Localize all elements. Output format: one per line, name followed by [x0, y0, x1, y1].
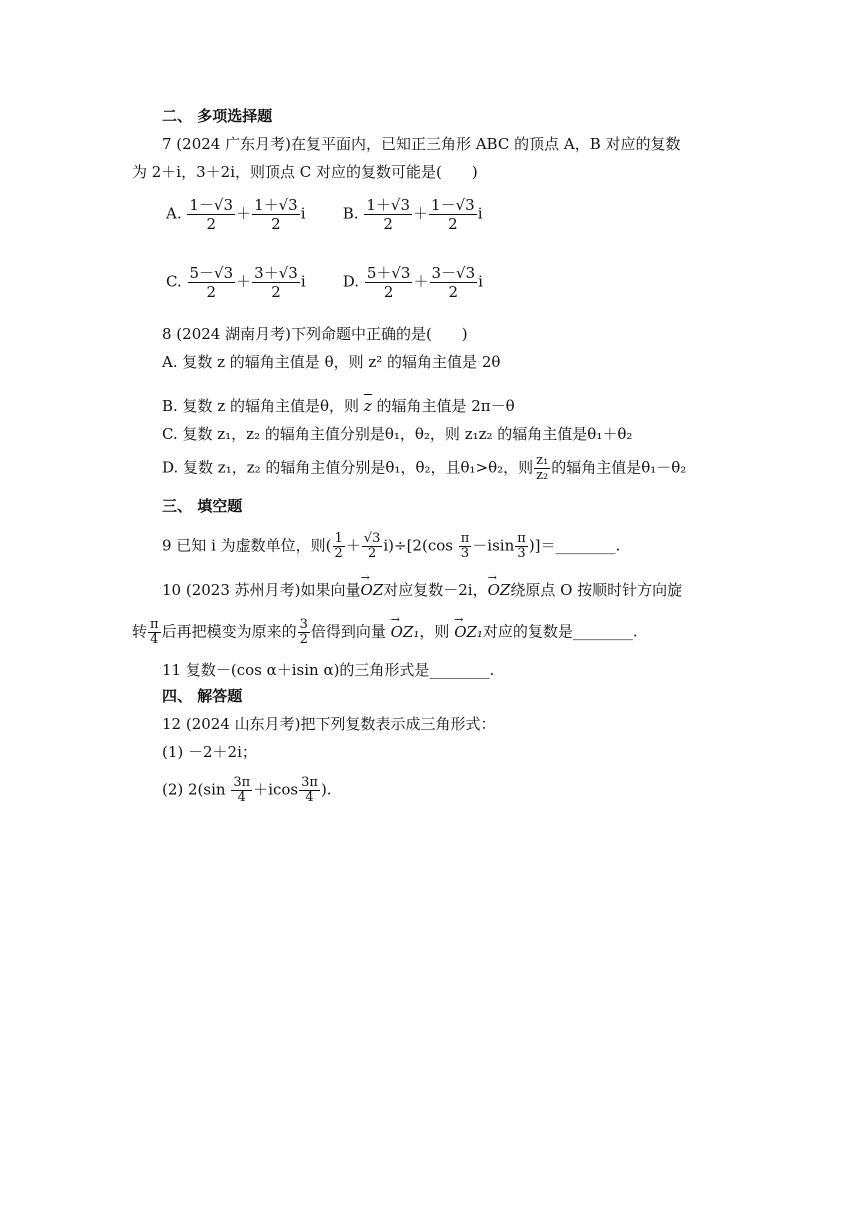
fraction-denominator: 2: [367, 546, 377, 561]
fraction-denominator: 2: [271, 283, 281, 301]
fraction-denominator: 2: [299, 632, 308, 647]
fraction-denominator: 2: [206, 283, 217, 301]
conjugate-z: z: [364, 394, 372, 416]
q7-option-a[interactable]: [166, 196, 338, 233]
fraction-denominator: 4: [150, 632, 159, 647]
q10-part: 倍得到向量: [310, 622, 386, 641]
q7-option-d[interactable]: [343, 264, 515, 301]
fraction-denominator: 2: [383, 215, 393, 233]
fraction-denominator: 3: [460, 546, 470, 561]
q7-option-c[interactable]: [166, 264, 338, 301]
imaginary-unit: i: [300, 204, 306, 223]
q10-line1: [162, 580, 682, 600]
fraction-numerator: 3π: [301, 775, 318, 790]
q10-part: 10 (2023 苏州月考)如果向量: [162, 581, 361, 599]
fraction-denominator: 3: [517, 546, 526, 561]
fraction-denominator: 4: [305, 790, 314, 805]
plus-sign: ＋: [413, 204, 429, 223]
fraction-numerator: 5＋√3: [366, 264, 411, 282]
q9-part: )]＝________.: [528, 536, 621, 555]
q7-options-row1: [166, 196, 515, 233]
fraction-numerator: √3: [363, 531, 381, 546]
option-label: B.: [342, 204, 359, 223]
q10-part: 绕原点 O 按顺时针方向旋: [510, 581, 683, 599]
section-heading-answer: 四、 解答题: [162, 687, 243, 705]
q12-part2: [162, 776, 332, 805]
vector-oz1: → OZ₁: [454, 622, 483, 642]
fraction-numerator: 1－√3: [431, 196, 475, 214]
option-label: D.: [342, 272, 360, 291]
q7-stem-line1: 7 (2024 广东月考)在复平面内，已知正三角形 ABC 的顶点 A，B 对应的复数: [162, 135, 681, 153]
plus-sign: ＋: [413, 272, 429, 291]
plus-sign: ＋: [236, 272, 252, 291]
option-label: A.: [166, 204, 182, 223]
q12-part1: (1) －2＋2i；: [162, 743, 257, 761]
vector-oz: → OZ: [488, 580, 511, 600]
fraction-numerator: 3＋√3: [254, 264, 298, 282]
q9-part: ＋: [345, 536, 361, 555]
q7-options-row2: [166, 264, 515, 301]
fraction-numerator: 1－√3: [189, 196, 234, 214]
fraction-numerator: 3π: [233, 775, 251, 790]
q8-option-a[interactable]: A. 复数 z 的辐角主值是 θ，则 z² 的辐角主值是 2θ: [162, 353, 501, 371]
fraction-numerator: 3: [299, 617, 308, 632]
fraction-numerator: 3－√3: [431, 264, 476, 282]
fraction-numerator: π: [517, 531, 526, 546]
fraction-denominator: 2: [383, 283, 394, 301]
q10-part: ，则: [419, 622, 450, 641]
fraction-numerator: 1＋√3: [254, 196, 298, 214]
q12-part: ).: [320, 780, 332, 799]
fraction-numerator: 1: [334, 531, 343, 546]
q12-stem: 12 (2024 山东月考)把下列复数表示成三角形式：: [162, 715, 496, 733]
imaginary-unit: i: [300, 272, 306, 291]
fraction-denominator: 2: [448, 283, 459, 301]
q7-stem-line2: 为 2＋i，3＋2i，则顶点 C 对应的复数可能是( ): [132, 163, 478, 181]
option-text: B. 复数 z 的辐角主值是θ，则: [162, 397, 360, 415]
q11-text: 11 复数－(cos α＋isin α)的三角形式是________.: [162, 661, 495, 679]
q10-part: 对应复数－2i，: [383, 581, 488, 599]
q8-option-d[interactable]: [162, 454, 686, 483]
imaginary-unit: i: [478, 272, 483, 291]
q10-part: 对应的复数是________.: [482, 622, 638, 641]
q8-stem: 8 (2024 湖南月考)下列命题中正确的是( ): [162, 325, 468, 343]
q9-part: －isin: [472, 536, 515, 555]
option-text: D. 复数 z₁，z₂ 的辐角主值分别是θ₁，θ₂，且θ₁>θ₂，则: [162, 458, 534, 477]
q7-option-b[interactable]: [343, 196, 515, 233]
option-text: 的辐角主值是 2π－θ: [376, 397, 515, 415]
q9-part: i)÷[2(cos: [383, 536, 453, 555]
fraction-numerator: 5－√3: [189, 264, 234, 282]
section-heading-multiple-choice: 二、 多项选择题: [162, 107, 273, 125]
imaginary-unit: i: [477, 204, 483, 223]
option-text: 的辐角主值是θ₁－θ₂: [551, 458, 687, 477]
q10-part: 转: [132, 622, 148, 641]
vector-oz: → OZ: [361, 580, 384, 600]
option-label: C.: [166, 272, 182, 291]
plus-sign: ＋: [236, 204, 252, 223]
fraction-denominator: 2: [448, 215, 458, 233]
q12-part: (2) 2(sin: [162, 780, 226, 799]
q9-part: 9 已知 i 为虚数单位，则(: [162, 536, 332, 555]
q10-line2: [132, 618, 638, 647]
q10-part: 后再把模变为原来的: [161, 622, 297, 641]
fraction-denominator: 2: [271, 215, 281, 233]
q8-option-b[interactable]: [162, 394, 515, 416]
fraction-numerator: 1＋√3: [366, 196, 411, 214]
q8-option-c[interactable]: C. 复数 z₁，z₂ 的辐角主值分别是θ₁，θ₂，则 z₁z₂ 的辐角主值是θ₁＋θ₂: [162, 425, 633, 443]
q12-part: ＋icos: [253, 780, 299, 799]
q9-text: [162, 532, 620, 561]
fraction-denominator: 2: [206, 215, 216, 233]
fraction-numerator: π: [150, 617, 159, 632]
fraction-numerator: π: [460, 531, 470, 546]
fraction-denominator: 2: [334, 546, 343, 561]
fraction-denominator: 4: [237, 790, 246, 805]
fraction-denominator: z₂: [536, 468, 549, 483]
vector-oz1: → OZ₁: [391, 622, 420, 642]
fraction-numerator: z₁: [536, 453, 549, 468]
section-heading-fill-in: 三、 填空题: [162, 497, 243, 515]
